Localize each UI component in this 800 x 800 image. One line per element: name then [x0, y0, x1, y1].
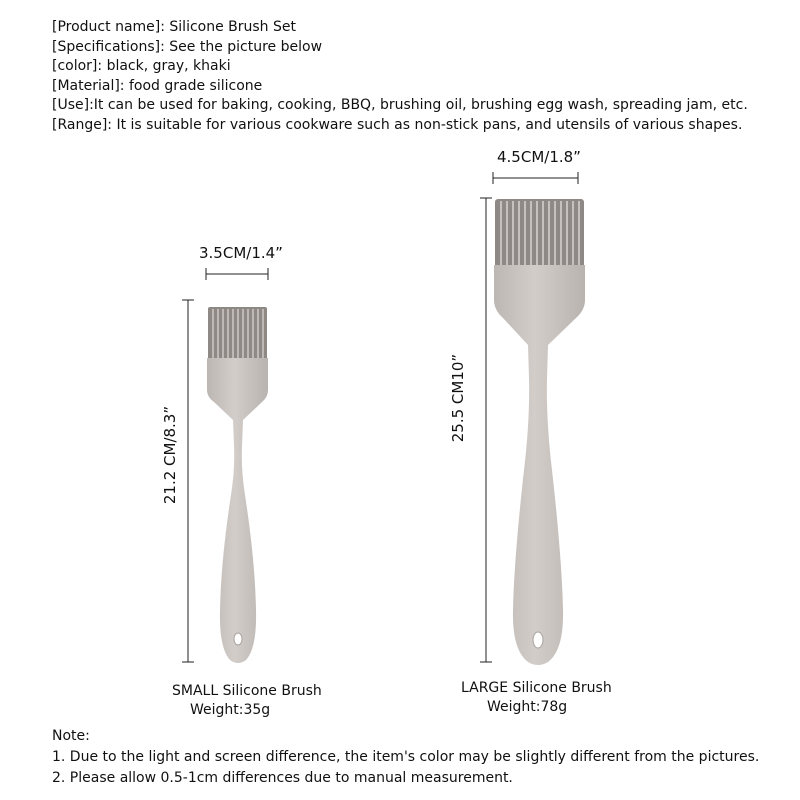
spec-specifications: [Specifications]: See the picture below — [52, 38, 323, 55]
large-brush-weight: Weight:78g — [487, 699, 568, 715]
large-width-label: 4.5CM/1.8” — [497, 148, 581, 166]
small-length-label: 21.2 CM/8.3” — [161, 405, 179, 505]
note-item: 2. Please allow 0.5-1cm differences due to manual measurement. — [52, 770, 513, 786]
large-length-label: 25.5 CM10” — [449, 353, 467, 443]
note-item: 1. Due to the light and screen difference, the item's color may be slightly different from the pictures. — [52, 749, 760, 765]
small-brush-name: SMALL Silicone Brush — [172, 683, 322, 699]
large-brush — [494, 199, 585, 665]
notes-heading: Note: — [52, 728, 90, 744]
small-length-dimension — [182, 300, 194, 662]
spec-color: [color]: black, gray, khaki — [52, 58, 231, 75]
notes-section — [52, 726, 759, 789]
large-length-dimension — [480, 198, 492, 662]
spec-range: [Range]: It is suitable for various cookware such as non-stick pans, and utensils of various shapes. — [52, 116, 743, 133]
large-brush-name: LARGE Silicone Brush — [461, 680, 612, 696]
spec-product-name: [Product name]: Silicone Brush Set — [52, 19, 296, 35]
spec-use: [Use]:It can be used for baking, cooking, BBQ, brushing oil, brushing egg wash, spreading jam, etc. — [52, 97, 748, 114]
small-width-label: 3.5CM/1.4” — [199, 244, 283, 262]
small-brush-weight: Weight:35g — [190, 702, 271, 718]
small-width-dimension — [206, 268, 268, 280]
spec-material: [Material]: food grade silicone — [52, 77, 263, 94]
large-width-dimension — [493, 172, 578, 184]
small-brush — [207, 307, 268, 663]
